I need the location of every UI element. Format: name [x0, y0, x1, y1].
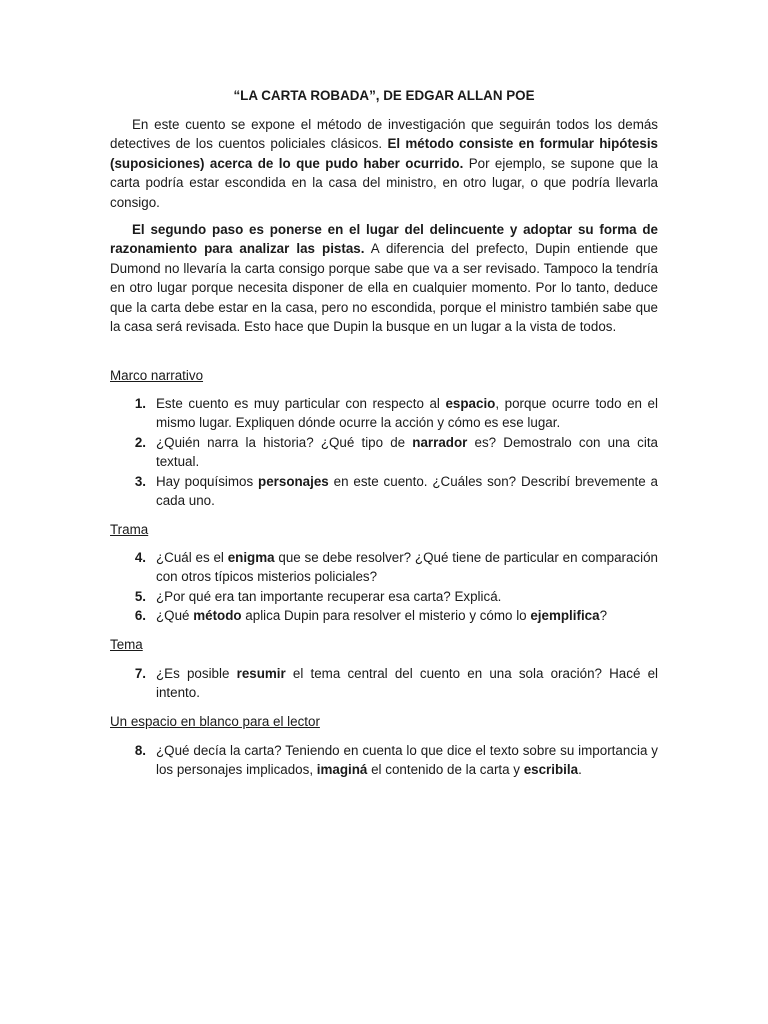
question-list-trama: [110, 548, 658, 626]
question-keyword: imaginá: [316, 762, 368, 778]
question-number: 7.: [134, 666, 146, 681]
question-text-part: ?: [599, 608, 608, 624]
question-text-part: ¿Quién narra la historia? ¿Qué tipo de: [156, 434, 413, 450]
question-item: [110, 741, 658, 780]
question-item: [110, 433, 658, 472]
paragraph-bold-text: El método consiste en formular hipótesis (suposiciones) acerca de lo que pudo haber ocurrido.: [110, 136, 658, 171]
question-text-part: el contenido de la carta y: [367, 762, 524, 778]
question-text-part: ¿Qué decía la carta? Teniendo en cuenta lo que dice el texto sobre su importancia y los personajes implicados,: [156, 743, 658, 778]
document-title: “LA CARTA ROBADA”, DE EDGAR ALLAN POE: [233, 88, 535, 103]
question-keyword: enigma: [227, 550, 275, 565]
question-text-part: en este cuento. ¿Cuáles son? Describí brevemente a cada uno.: [156, 473, 658, 509]
question-item: [110, 587, 658, 606]
question-text-part: Hay poquísimos: [156, 473, 259, 489]
question-number: 3.: [134, 473, 146, 489]
question-keyword: personajes: [258, 473, 329, 489]
question-keyword: ejemplifica: [530, 608, 600, 624]
question-item: [110, 548, 658, 587]
question-number: 5.: [134, 588, 146, 604]
question-item: [110, 664, 658, 703]
question-text: [156, 664, 658, 703]
question-text: [156, 587, 658, 606]
question-text-part: ¿Cuál es el: [156, 550, 228, 565]
section-heading-espacio-en-blanco: Un espacio en blanco para el lector: [110, 714, 320, 729]
question-keyword: método: [193, 608, 242, 624]
question-text: [156, 548, 658, 587]
paragraph-bold-text: El segundo paso es ponerse en el lugar del delincuente y adoptar su forma de razonamiento para analizar las pistas.: [110, 222, 658, 257]
question-text-part: el tema central del cuento en una sola oración? Hacé el intento.: [156, 666, 659, 701]
paragraph-second-step: [110, 220, 658, 336]
question-number: 1.: [134, 396, 146, 411]
question-keyword: narrador: [412, 434, 468, 450]
section-heading-tema: Tema: [110, 637, 143, 652]
question-text: [156, 394, 658, 433]
question-number: 2.: [134, 434, 146, 450]
question-text-part: ¿Qué: [156, 608, 194, 624]
question-item: [110, 472, 658, 511]
paragraph-text: Por ejemplo, se supone que la carta podría estar escondida en la casa del ministro, en otro lugar, o que podría llevarla consigo.: [110, 155, 658, 210]
paragraph-method: [110, 115, 658, 212]
question-text-part: ¿Por qué era tan importante recuperar esa carta? Explicá.: [156, 588, 502, 604]
question-text: [156, 472, 658, 511]
question-keyword: espacio: [445, 396, 496, 411]
paragraph-text: A diferencia del prefecto, Dupin entiende que Dumond no llevaría la carta consigo porque sabe que va a ser revisado. Tampoco la tendría en otro lugar porque necesita disponer de ella en cualquier momento. Por lo tanto, deduce que la carta debe estar en la casa, pero no escondida, porque el ministro también sabe que la casa será revisada. Esto hace que Dupin la busque en un lugar a la vista de todos.: [110, 241, 658, 335]
question-text-part: aplica Dupin para resolver el misterio y cómo lo: [241, 608, 531, 624]
question-text-part: que se debe resolver? ¿Qué tiene de particular en comparación con otros típicos misterios policiales?: [156, 550, 658, 585]
question-text-part: es? Demostralo con una cita textual.: [156, 434, 658, 470]
question-text: [156, 741, 658, 780]
question-list-tema: [110, 664, 658, 703]
question-number: 8.: [134, 743, 146, 758]
question-item: [110, 606, 658, 625]
section-heading-marco-narrativo: Marco narrativo: [110, 368, 204, 383]
question-keyword: resumir: [236, 666, 286, 681]
question-text-part: , porque ocurre todo en el mismo lugar. Expliquen dónde ocurre la acción y cómo es ese lugar.: [156, 396, 658, 431]
question-keyword: escribila: [523, 762, 579, 778]
section-heading-trama: Trama: [110, 522, 149, 537]
question-number: 6.: [134, 608, 146, 624]
question-text: [156, 433, 658, 472]
question-text: [156, 606, 658, 625]
question-list-marco: [110, 394, 658, 510]
question-text-part: .: [578, 762, 582, 778]
question-number: 4.: [134, 550, 146, 565]
question-list-espacio: [110, 741, 658, 780]
paragraph-text: En este cuento se expone el método de investigación que seguirán todos los demás detectives de los cuentos policiales clásicos.: [110, 117, 658, 152]
question-text-part: Este cuento es muy particular con respecto al: [156, 396, 446, 411]
question-text-part: ¿Es posible: [156, 666, 237, 681]
question-item: [110, 394, 658, 433]
